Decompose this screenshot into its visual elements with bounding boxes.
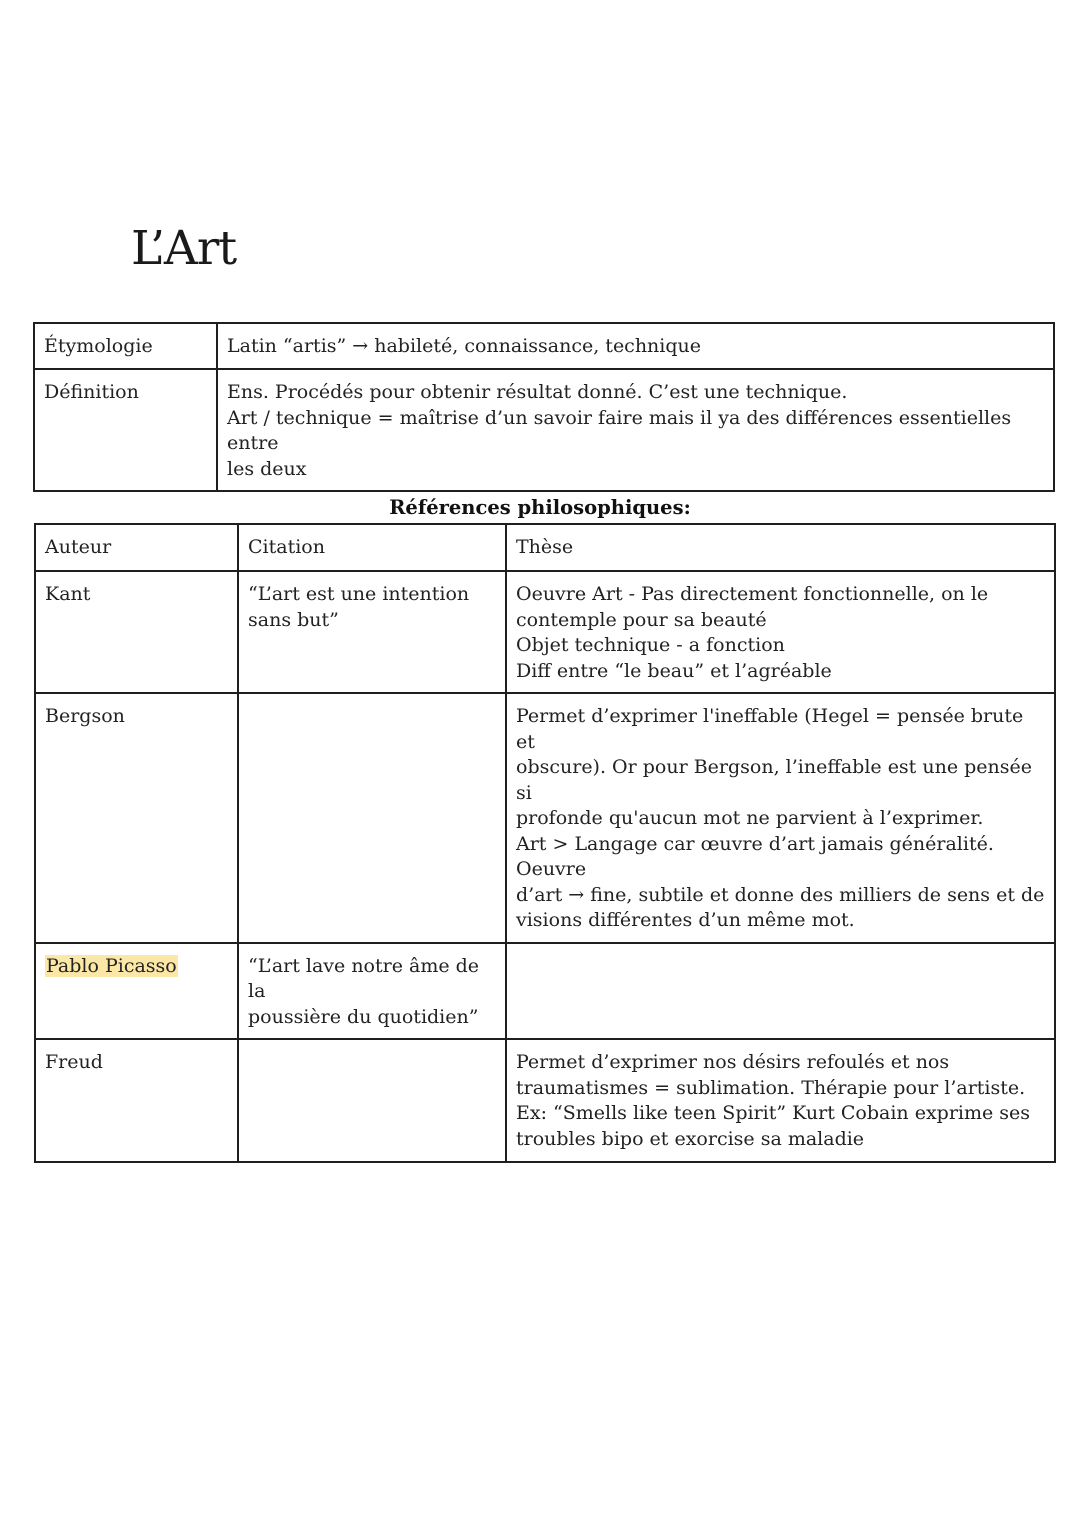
citation-cell-empty bbox=[238, 1039, 506, 1162]
citation-line: poussière du quotidien” bbox=[248, 1005, 479, 1028]
these-line: Permet d’exprimer l'ineffable (Hegel = pensée brute et bbox=[516, 705, 1024, 753]
these-line: visions différentes d’un même mot. bbox=[516, 909, 855, 931]
these-line: contemple pour sa beauté bbox=[516, 608, 767, 631]
citation-cell bbox=[238, 571, 506, 693]
reference-row-kant bbox=[35, 571, 1055, 693]
reference-row-bergson bbox=[35, 693, 1055, 943]
author-name-highlighted: Pablo Picasso bbox=[46, 954, 177, 977]
column-header-these-label: Thèse bbox=[516, 536, 574, 558]
these-cell bbox=[506, 571, 1055, 693]
column-header-these bbox=[506, 524, 1055, 571]
these-line: Permet d’exprimer nos désirs refoulés et nos bbox=[516, 1051, 950, 1073]
column-header-citation-label: Citation bbox=[248, 536, 325, 558]
these-line: troubles bipo et exorcise sa maladie bbox=[516, 1127, 865, 1150]
definition-label: Définition bbox=[44, 381, 139, 403]
etymology-text: Latin “artis” → habileté, connaissance, technique bbox=[227, 335, 702, 357]
these-line: d’art → fine, subtile et donne des milliers de sens et de bbox=[516, 883, 1045, 906]
references-table bbox=[34, 523, 1056, 1163]
these-line: Oeuvre Art - Pas directement fonctionnelle, on le bbox=[516, 583, 989, 605]
references-header-row bbox=[35, 524, 1055, 571]
author-cell bbox=[35, 1039, 238, 1162]
these-line: Diff entre “le beau” et l’agréable bbox=[516, 659, 832, 682]
these-cell bbox=[506, 693, 1055, 943]
etymology-label: Étymologie bbox=[44, 335, 153, 357]
definition-label-cell bbox=[34, 369, 217, 491]
column-header-author-label: Auteur bbox=[45, 536, 112, 558]
these-line: Ex: “Smells like teen Spirit” Kurt Cobain exprime ses bbox=[516, 1102, 1031, 1124]
definition-row bbox=[34, 369, 1054, 491]
these-line: Art > Langage car œuvre d’art jamais généralité. Oeuvre bbox=[516, 832, 994, 880]
column-header-citation bbox=[238, 524, 506, 571]
citation-line: “L’art est une intention bbox=[248, 583, 470, 605]
definition-table bbox=[33, 322, 1055, 492]
citation-cell-empty bbox=[238, 693, 506, 943]
author-name: Kant bbox=[45, 583, 91, 605]
references-heading: Références philosophiques: bbox=[389, 496, 691, 519]
etymology-row bbox=[34, 323, 1054, 369]
page-title: L’Art bbox=[131, 221, 237, 276]
these-line: profonde qu'aucun mot ne parvient à l’exprimer. bbox=[516, 807, 984, 829]
reference-row-freud bbox=[35, 1039, 1055, 1162]
author-cell bbox=[35, 693, 238, 943]
column-header-author bbox=[35, 524, 238, 571]
author-name: Bergson bbox=[45, 705, 125, 727]
definition-value-cell bbox=[217, 369, 1054, 491]
these-line: Objet technique - a fonction bbox=[516, 634, 785, 656]
reference-row-picasso bbox=[35, 943, 1055, 1040]
etymology-label-cell bbox=[34, 323, 217, 369]
these-cell bbox=[506, 1039, 1055, 1162]
etymology-value-cell bbox=[217, 323, 1054, 369]
definition-line: les deux bbox=[227, 457, 307, 480]
author-name: Freud bbox=[45, 1051, 103, 1073]
definition-line: Ens. Procédés pour obtenir résultat donné. C’est une technique. bbox=[227, 381, 848, 403]
these-line: traumatismes = sublimation. Thérapie pour l’artiste. bbox=[516, 1076, 1026, 1099]
definition-line: Art / technique = maîtrise d’un savoir faire mais il ya des différences essentielles entre bbox=[227, 406, 1012, 454]
these-cell-empty bbox=[506, 943, 1055, 1040]
author-cell bbox=[35, 571, 238, 693]
citation-line: “L’art lave notre âme de la bbox=[248, 954, 480, 1002]
citation-line: sans but” bbox=[248, 608, 339, 631]
these-line: obscure). Or pour Bergson, l’ineffable est une pensée si bbox=[516, 756, 1032, 804]
citation-cell bbox=[238, 943, 506, 1040]
author-cell bbox=[35, 943, 238, 1040]
